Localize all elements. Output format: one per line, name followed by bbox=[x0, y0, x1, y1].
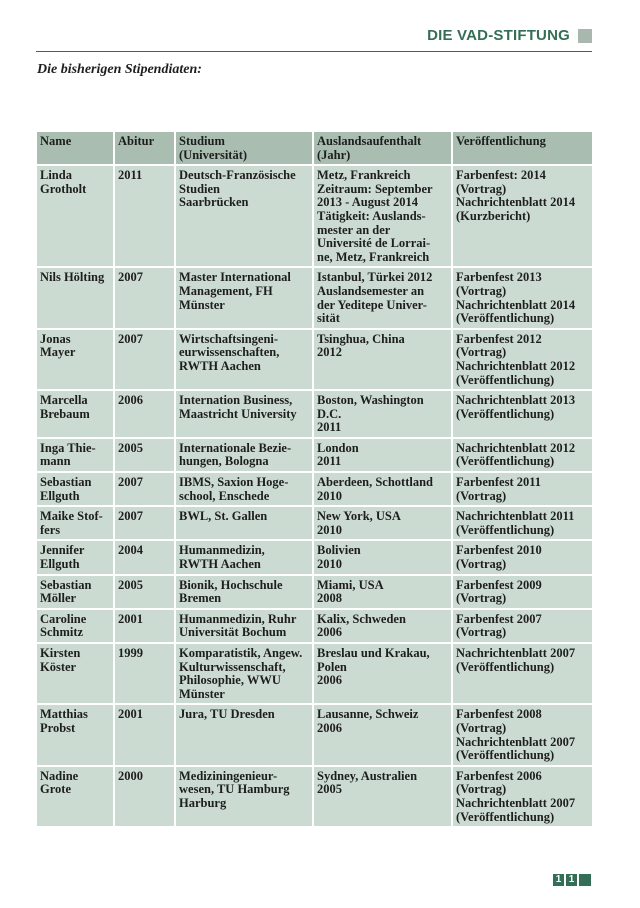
cell-abitur: 2005 bbox=[114, 575, 175, 609]
cell-auslandsaufenthalt: Miami, USA 2008 bbox=[313, 575, 452, 609]
cell-abitur: 2000 bbox=[114, 766, 175, 827]
cell-veroeffentlichung: Farbenfest 2008 (Vortrag) Nachrichtenblatt 2007 (Veröffentlichung) bbox=[452, 704, 593, 765]
cell-name: Jonas Mayer bbox=[36, 329, 114, 390]
cell-veroeffentlichung: Farbenfest 2013 (Vortrag) Nachrichtenblatt 2014 (Veröffentlichung) bbox=[452, 267, 593, 328]
cell-abitur: 2011 bbox=[114, 165, 175, 267]
cell-veroeffentlichung: Farbenfest 2007 (Vortrag) bbox=[452, 609, 593, 643]
cell-veroeffentlichung: Nachrichtenblatt 2011 (Veröffentlichung) bbox=[452, 506, 593, 540]
cell-studium: Bionik, Hochschule Bremen bbox=[175, 575, 313, 609]
cell-auslandsaufenthalt: Istanbul, Türkei 2012 Auslandsemester an der Yeditepe Univer- sität bbox=[313, 267, 452, 328]
table-row bbox=[36, 506, 593, 540]
cell-name: Inga Thie- mann bbox=[36, 438, 114, 472]
table-row bbox=[36, 643, 593, 704]
table-header-row bbox=[36, 131, 593, 165]
column-header-studium: Studium (Universität) bbox=[175, 131, 313, 165]
cell-auslandsaufenthalt: Kalix, Schweden 2006 bbox=[313, 609, 452, 643]
cell-abitur: 2006 bbox=[114, 390, 175, 438]
cell-auslandsaufenthalt: New York, USA 2010 bbox=[313, 506, 452, 540]
cell-veroeffentlichung: Farbenfest 2012 (Vortrag) Nachrichtenblatt 2012 (Veröffentlichung) bbox=[452, 329, 593, 390]
cell-veroeffentlichung: Nachrichtenblatt 2012 (Veröffentlichung) bbox=[452, 438, 593, 472]
table-row bbox=[36, 540, 593, 574]
cell-veroeffentlichung: Nachrichtenblatt 2013 (Veröffentlichung) bbox=[452, 390, 593, 438]
cell-auslandsaufenthalt: Boston, Washington D.C. 2011 bbox=[313, 390, 452, 438]
cell-name: Matthias Probst bbox=[36, 704, 114, 765]
cell-studium: Internation Business, Maastricht University bbox=[175, 390, 313, 438]
cell-abitur: 2007 bbox=[114, 506, 175, 540]
cell-auslandsaufenthalt: Bolivien 2010 bbox=[313, 540, 452, 574]
cell-name: Nadine Grote bbox=[36, 766, 114, 827]
page-subtitle: Die bisherigen Stipendiaten: bbox=[37, 62, 202, 77]
page-number-digit: 1 bbox=[566, 874, 577, 886]
cell-abitur: 2001 bbox=[114, 609, 175, 643]
table-row bbox=[36, 390, 593, 438]
cell-auslandsaufenthalt: Metz, Frankreich Zeitraum: September 2013 - August 2014 Tätigkeit: Auslands- mester an der Université de Lorrai- ne, Metz, Frankreich bbox=[313, 165, 452, 267]
cell-auslandsaufenthalt: London 2011 bbox=[313, 438, 452, 472]
cell-studium: Deutsch-Französische Studien Saarbrücken bbox=[175, 165, 313, 267]
cell-studium: BWL, St. Gallen bbox=[175, 506, 313, 540]
page-header bbox=[427, 27, 592, 44]
table-row bbox=[36, 438, 593, 472]
scholarship-table bbox=[35, 130, 594, 828]
cell-name: Linda Grotholt bbox=[36, 165, 114, 267]
cell-studium: Humanmedizin, RWTH Aachen bbox=[175, 540, 313, 574]
table-row bbox=[36, 267, 593, 328]
cell-abitur: 2007 bbox=[114, 472, 175, 506]
section-title: DIE VAD-STIFTUNG bbox=[427, 27, 570, 44]
table-row bbox=[36, 575, 593, 609]
cell-veroeffentlichung: Farbenfest: 2014 (Vortrag) Nachrichtenblatt 2014 (Kurzbericht) bbox=[452, 165, 593, 267]
cell-name: Caroline Schmitz bbox=[36, 609, 114, 643]
column-header-name: Name bbox=[36, 131, 114, 165]
header-divider bbox=[36, 51, 592, 52]
cell-studium: Komparatistik, Angew. Kulturwissenschaft, Philosophie, WWU Münster bbox=[175, 643, 313, 704]
table-row bbox=[36, 329, 593, 390]
cell-name: Sebastian Ellguth bbox=[36, 472, 114, 506]
page-number-digit: 1 bbox=[553, 874, 564, 886]
column-header-abitur: Abitur bbox=[114, 131, 175, 165]
cell-studium: Wirtschaftsingeni- eurwissenschaften, RWTH Aachen bbox=[175, 329, 313, 390]
cell-auslandsaufenthalt: Sydney, Australien 2005 bbox=[313, 766, 452, 827]
cell-veroeffentlichung: Nachrichtenblatt 2007 (Veröffentlichung) bbox=[452, 643, 593, 704]
cell-studium: IBMS, Saxion Hoge- school, Enschede bbox=[175, 472, 313, 506]
cell-name: Maike Stof- fers bbox=[36, 506, 114, 540]
header-square-marker bbox=[578, 29, 592, 43]
table-row bbox=[36, 704, 593, 765]
cell-name: Sebastian Möller bbox=[36, 575, 114, 609]
cell-abitur: 2007 bbox=[114, 267, 175, 328]
table-row bbox=[36, 165, 593, 267]
cell-studium: Jura, TU Dresden bbox=[175, 704, 313, 765]
page-number-marker bbox=[579, 874, 591, 886]
cell-abitur: 2004 bbox=[114, 540, 175, 574]
cell-veroeffentlichung: Farbenfest 2006 (Vortrag) Nachrichtenblatt 2007 (Veröffentlichung) bbox=[452, 766, 593, 827]
cell-name: Kirsten Köster bbox=[36, 643, 114, 704]
cell-studium: Master International Management, FH Münster bbox=[175, 267, 313, 328]
cell-name: Jennifer Ellguth bbox=[36, 540, 114, 574]
cell-abitur: 2005 bbox=[114, 438, 175, 472]
cell-abitur: 1999 bbox=[114, 643, 175, 704]
table-row bbox=[36, 609, 593, 643]
table-row bbox=[36, 766, 593, 827]
cell-auslandsaufenthalt: Aberdeen, Schottland 2010 bbox=[313, 472, 452, 506]
cell-abitur: 2001 bbox=[114, 704, 175, 765]
page-number bbox=[551, 874, 591, 886]
column-header-auslandsaufenthalt: Auslandsaufenthalt (Jahr) bbox=[313, 131, 452, 165]
cell-veroeffentlichung: Farbenfest 2010 (Vortrag) bbox=[452, 540, 593, 574]
cell-auslandsaufenthalt: Tsinghua, China 2012 bbox=[313, 329, 452, 390]
cell-veroeffentlichung: Farbenfest 2009 (Vortrag) bbox=[452, 575, 593, 609]
cell-abitur: 2007 bbox=[114, 329, 175, 390]
cell-studium: Mediziningenieur- wesen, TU Hamburg Harburg bbox=[175, 766, 313, 827]
table-row bbox=[36, 472, 593, 506]
cell-veroeffentlichung: Farbenfest 2011 (Vortrag) bbox=[452, 472, 593, 506]
cell-name: Nils Hölting bbox=[36, 267, 114, 328]
cell-studium: Internationale Bezie- hungen, Bologna bbox=[175, 438, 313, 472]
cell-name: Marcella Brebaum bbox=[36, 390, 114, 438]
cell-auslandsaufenthalt: Breslau und Krakau, Polen 2006 bbox=[313, 643, 452, 704]
cell-auslandsaufenthalt: Lausanne, Schweiz 2006 bbox=[313, 704, 452, 765]
cell-studium: Humanmedizin, Ruhr Universität Bochum bbox=[175, 609, 313, 643]
column-header-veroeffentlichung: Veröffentlichung bbox=[452, 131, 593, 165]
